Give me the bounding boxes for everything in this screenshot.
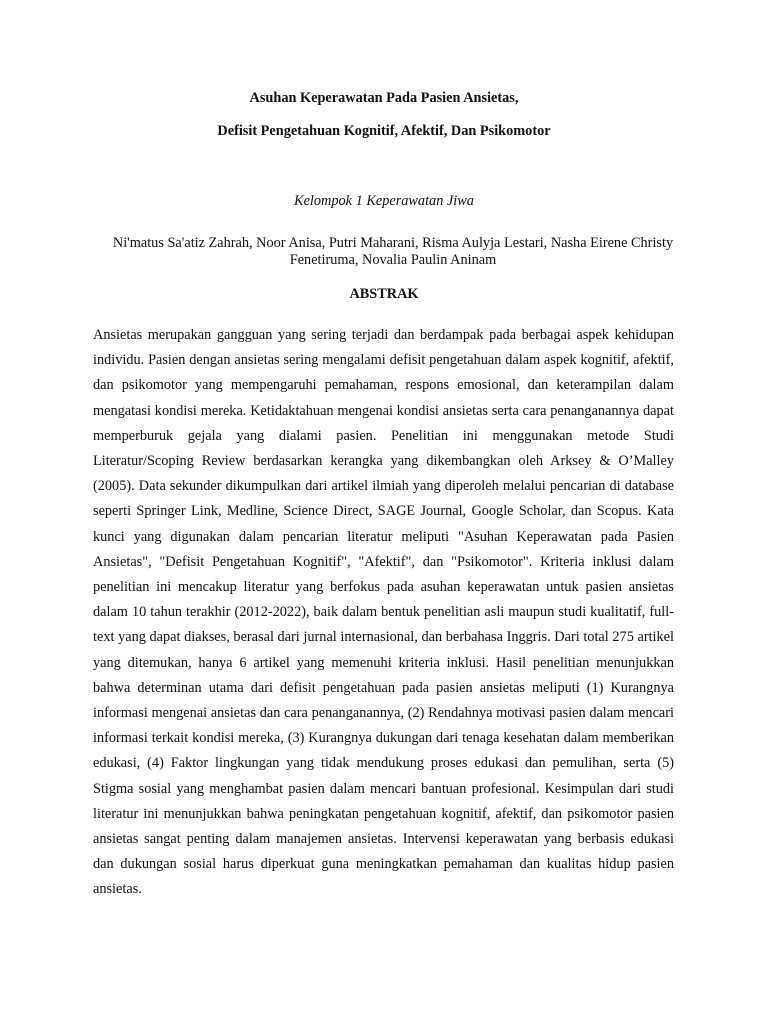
group-name: Kelompok 1 Keperawatan Jiwa	[294, 193, 474, 209]
title-line-1: Asuhan Keperawatan Pada Pasien Ansietas,	[249, 90, 519, 106]
title-line-2: Defisit Pengetahuan Kognitif, Afektif, Dan Psikomotor	[217, 123, 551, 139]
abstract-body: Ansietas merupakan gangguan yang sering terjadi dan berdampak pada berbagai aspek kehidupan individu. Pasien dengan ansietas sering mengalami defisit pengetahuan dalam aspek kognitif, afektif, dan psikomotor yang mempengaruhi pemahaman, respons emosional, dan keterampilan dalam mengatasi kondisi mereka. Ketidaktahuan mengenai kondisi ansietas serta cara penanganannya dapat memperburuk gejala yang dialami pasien. Penelitian ini menggunakan metode Studi Literatur/Scoping Review berdasarkan kerangka yang dikembangkan oleh Arksey & O’Malley (2005). Data sekunder dikumpulkan dari artikel ilmiah yang diperoleh melalui pencarian di database seperti Springer Link, Medline, Science Direct, SAGE Journal, Google Scholar, dan Scopus. Kata kunci yang digunakan dalam pencarian literatur meliputi "Asuhan Keperawatan pada Pasien Ansietas", "Defisit Pengetahuan Kognitif", "Afektif", dan "Psikomotor". Kriteria inklusi dalam penelitian ini mencakup literatur yang berfokus pada asuhan keperawatan untuk pasien ansietas dalam 10 tahun terakhir (2012-2022), baik dalam bentuk penelitian asli maupun studi kualitatif, full-text yang dapat diakses, berasal dari jurnal internasional, dan berbahasa Inggris. Dari total 275 artikel yang ditemukan, hanya 6 artikel yang memenuhi kriteria inklusi. Hasil penelitian menunjukkan bahwa determinan utama dari defisit pengetahuan pada pasien ansietas meliputi (1) Kurangnya informasi mengenai ansietas dan cara penanganannya, (2) Rendahnya motivasi pasien dalam mencari informasi terkait kondisi mereka, (3) Kurangnya dukungan dari tenaga kesehatan dalam memberikan edukasi, (4) Faktor lingkungan yang tidak mendukung proses edukasi dan pemulihan, serta (5) Stigma sosial yang menghambat pasien dalam mencari bantuan profesional. Kesimpulan dari studi literatur ini menunjukkan bahwa peningkatan pengetahuan kognitif, afektif, dan psikomotor pasien ansietas sangat penting dalam manajemen ansietas. Intervensi keperawatan yang berbasis edukasi dan dukungan sosial harus diperkuat guna meningkatkan pemahaman dan kualitas hidup pasien ansietas.	[93, 327, 674, 898]
author-list: Ni'matus Sa'atiz Zahrah, Noor Anisa, Putri Maharani, Risma Aulyja Lestari, Nasha Eirene Christy Fenetiruma, Novalia Paulin Aninam	[112, 235, 674, 268]
abstract-heading: ABSTRAK	[349, 286, 419, 302]
